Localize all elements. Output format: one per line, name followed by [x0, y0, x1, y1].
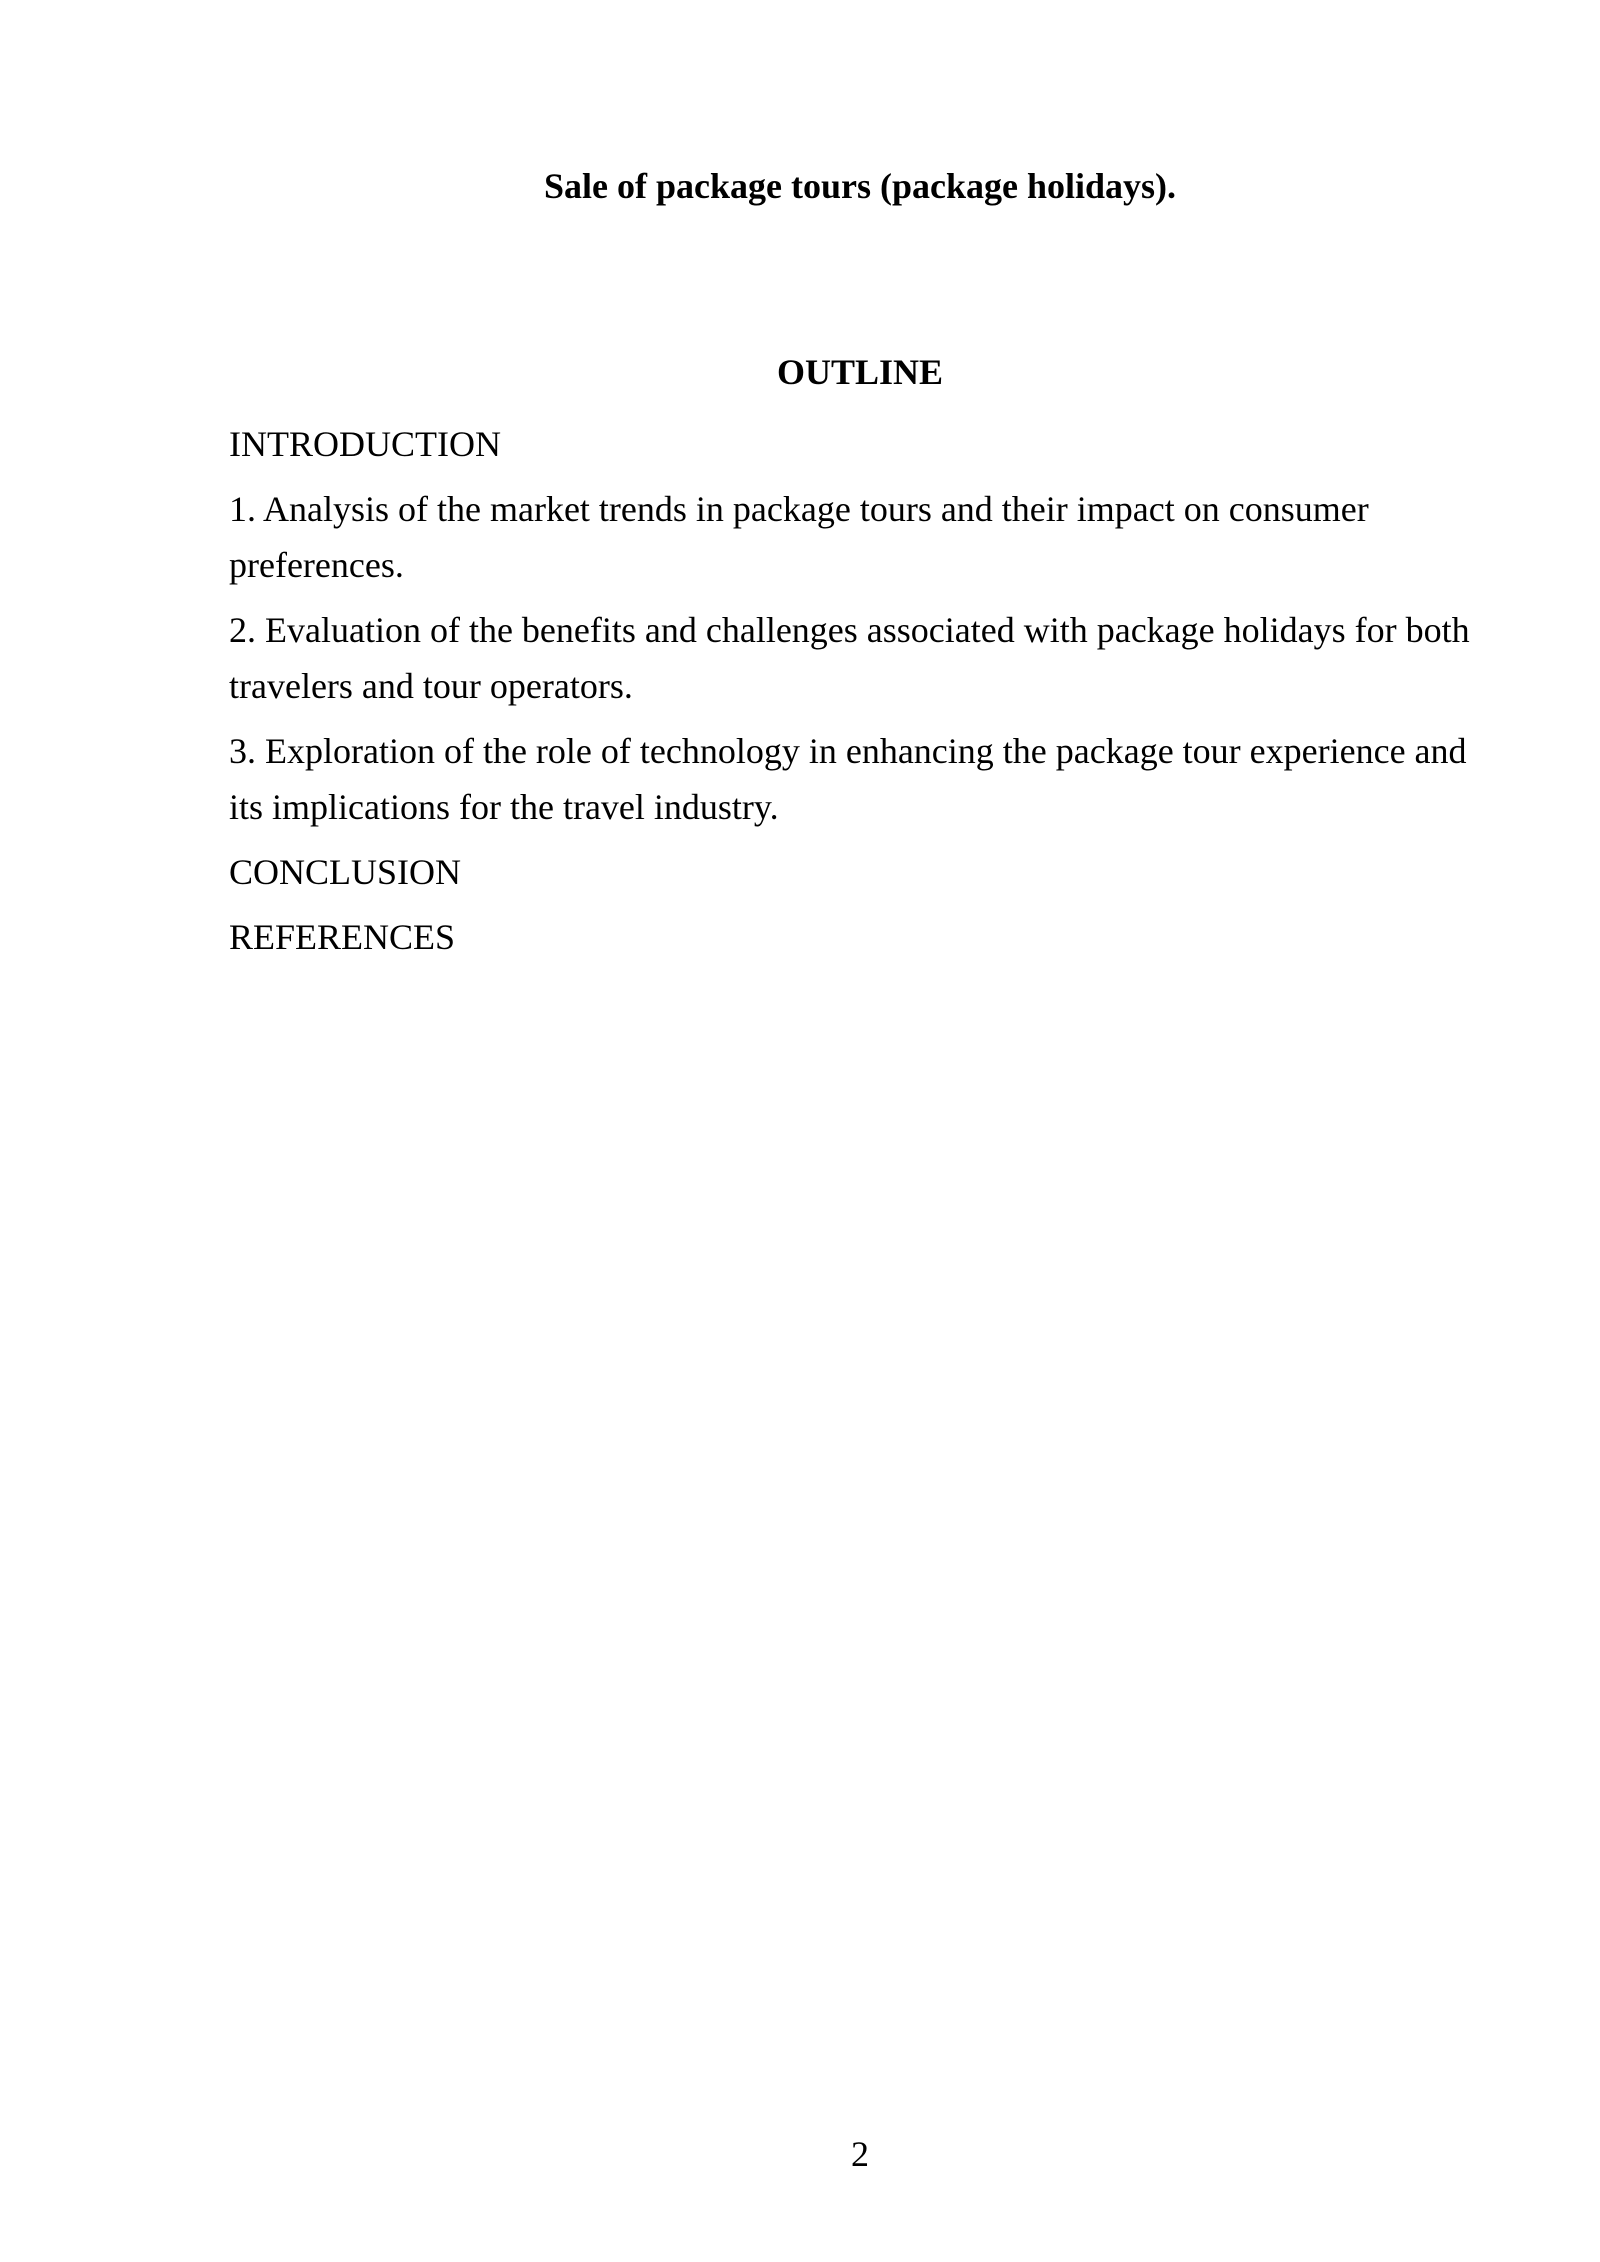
outline-item-conclusion: CONCLUSION — [229, 852, 462, 892]
outline-heading: OUTLINE — [776, 352, 944, 392]
outline-item-references: REFERENCES — [229, 917, 456, 957]
outline-list — [229, 416, 1489, 974]
page-number: 2 — [851, 2134, 869, 2174]
outline-item-3: 3. Exploration of the role of technology in enhancing the package tour experience and its implications for the travel industry. — [229, 731, 1467, 827]
document-title: Sale of package tours (package holidays). — [543, 166, 1177, 206]
outline-item-1: 1. Analysis of the market trends in package tours and their impact on consumer preferences. — [229, 489, 1369, 585]
outline-item-2: 2. Evaluation of the benefits and challenges associated with package holidays for both travelers and tour operators. — [229, 610, 1470, 706]
outline-item-introduction: INTRODUCTION — [229, 424, 501, 464]
